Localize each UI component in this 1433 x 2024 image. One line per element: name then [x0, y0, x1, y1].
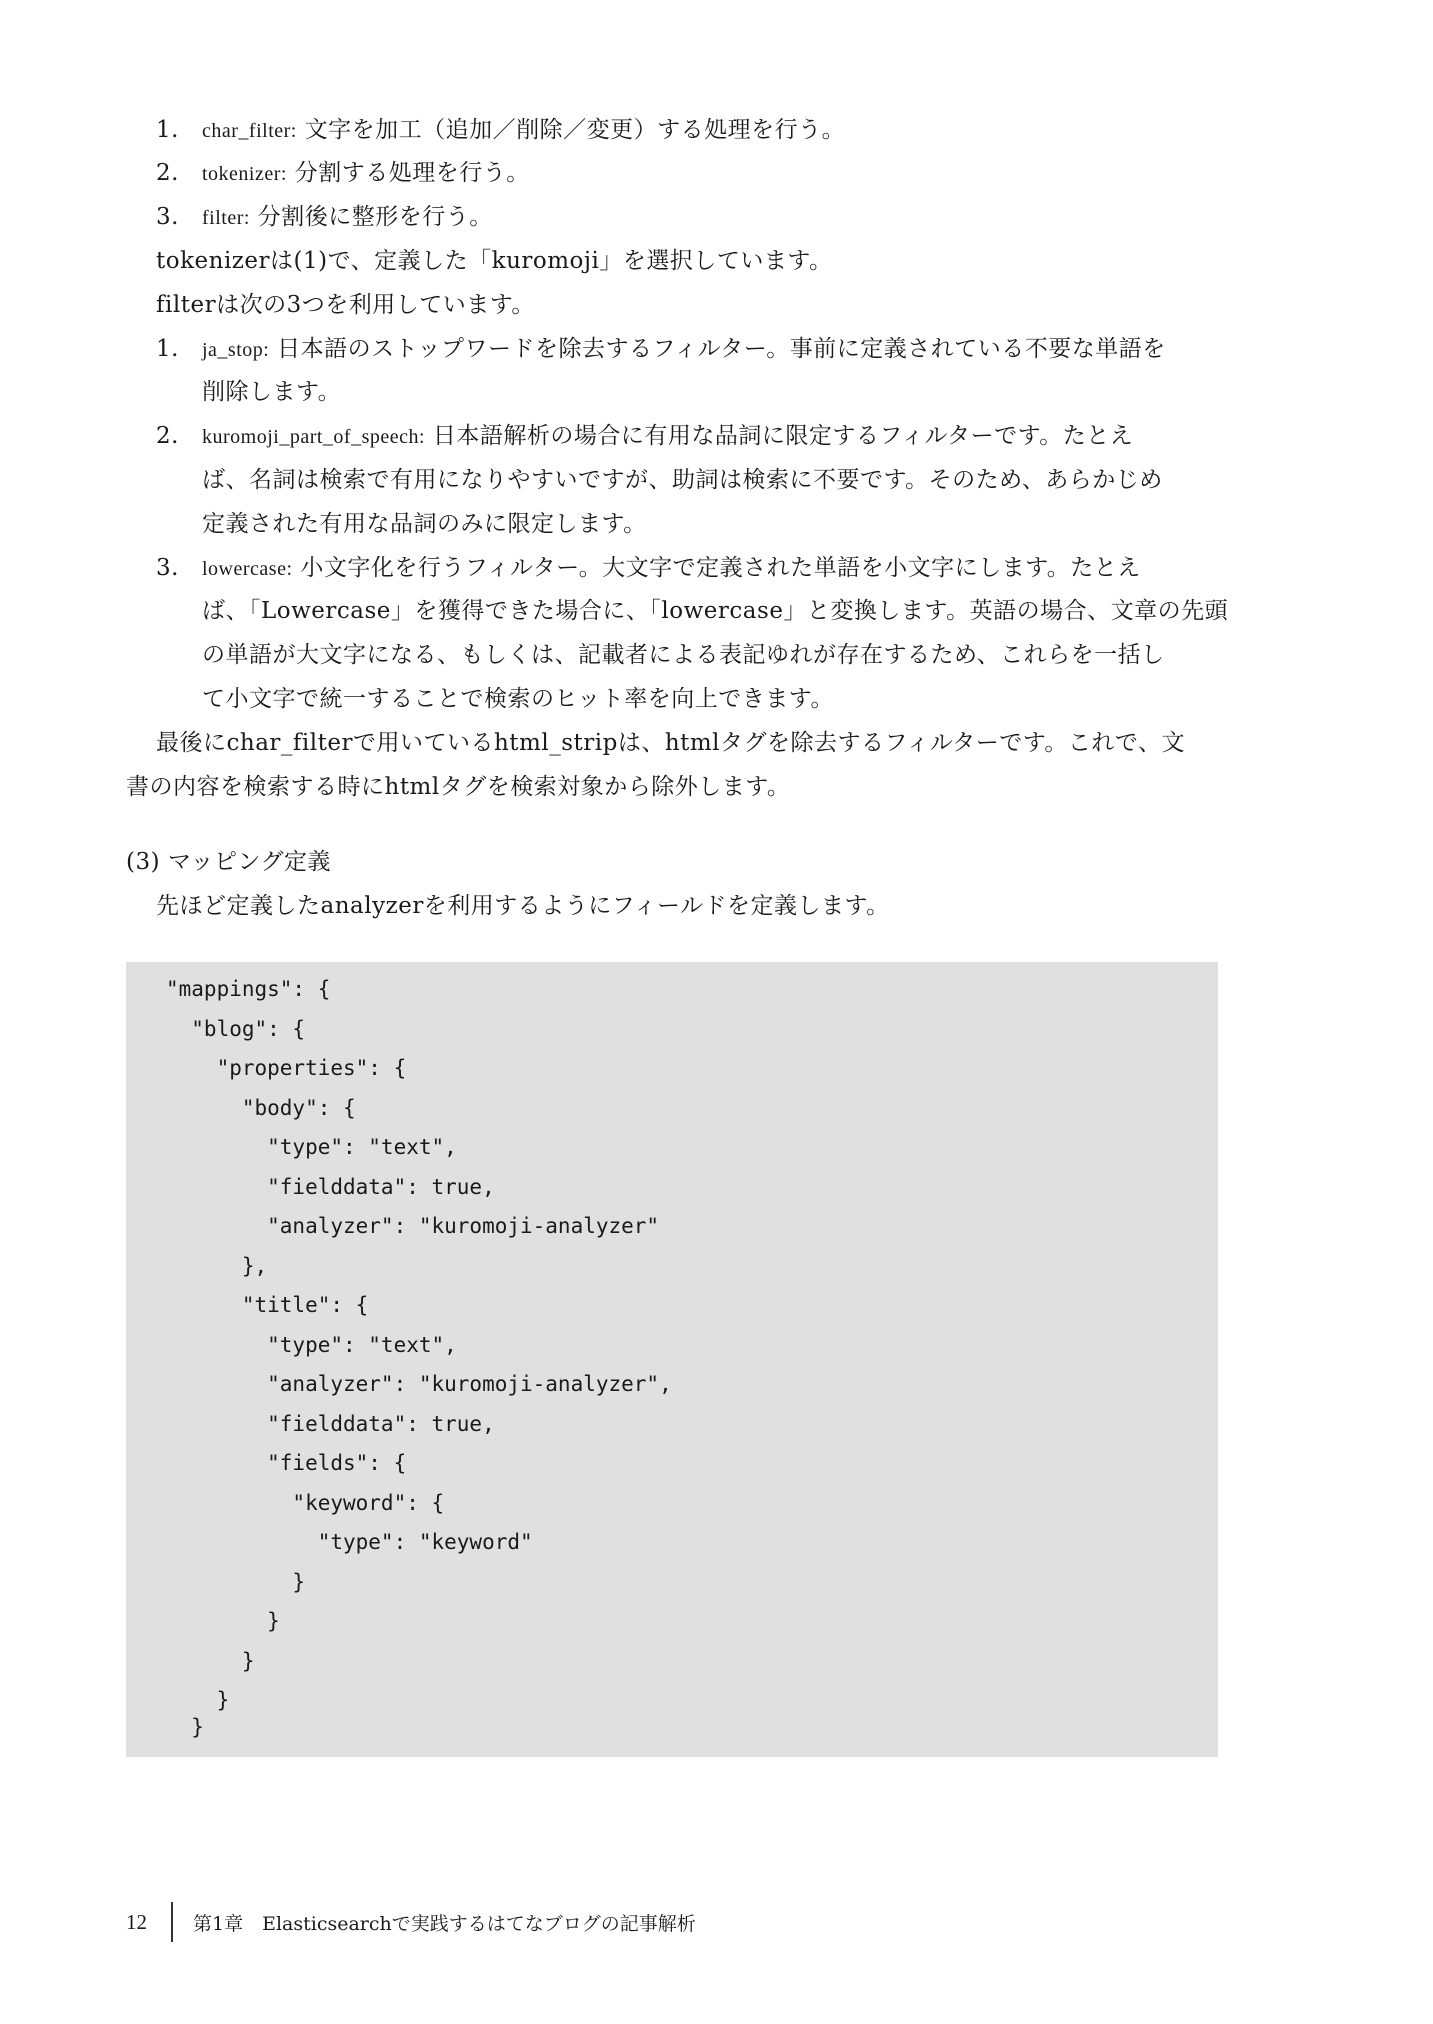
- code-line: "analyzer": "kuromoji-analyzer",: [166, 1372, 672, 1396]
- section-heading: (3) マッピング定義: [126, 849, 332, 875]
- chapter-title: 第1章 Elasticsearchで実践するはてなブログの記事解析: [193, 1912, 696, 1935]
- filter-item-2-cont: 定義された有用な品詞のみに限定します。: [202, 511, 647, 537]
- paragraph-final-cont: 書の内容を検索する時にhtmlタグを検索対象から除外します。: [126, 774, 791, 800]
- filter-step-2: [156, 153, 530, 194]
- list-term: filter:: [202, 207, 250, 229]
- code-line: "fielddata": true,: [166, 1412, 495, 1436]
- list-term: lowercase:: [202, 558, 293, 580]
- code-line: }: [166, 1649, 255, 1673]
- code-line: "mappings": {: [166, 977, 331, 1001]
- code-line: }: [166, 1715, 204, 1739]
- list-term: ja_stop:: [202, 339, 270, 361]
- paragraph-tokenizer: tokenizerは(1)で、定義した「kuromoji」を選択しています。: [156, 248, 833, 274]
- filter-step-1: [156, 110, 845, 151]
- code-line: "type": "text",: [166, 1333, 457, 1357]
- list-number: 3.: [156, 204, 179, 230]
- page-number: 12: [126, 1909, 147, 1934]
- code-line: "analyzer": "kuromoji-analyzer": [166, 1214, 660, 1238]
- page-footer: [126, 1900, 696, 1944]
- code-line: "fields": {: [166, 1451, 407, 1475]
- code-line: "keyword": {: [166, 1491, 445, 1515]
- code-line: "title": {: [166, 1293, 369, 1317]
- filter-item-2-cont: ば、名詞は検索で有用になりやすいですが、助詞は検索に不要です。そのため、あらかじめ: [202, 467, 1163, 493]
- list-text: 分割する処理を行う。: [294, 160, 530, 186]
- section-intro: 先ほど定義したanalyzerを利用するようにフィールドを定義します。: [156, 893, 890, 919]
- filter-item-3-cont: ば、「Lowercase」を獲得できた場合に、「lowercase」と変換します。英語の場合、文章の先頭: [202, 598, 1229, 624]
- code-block: [126, 962, 1218, 1757]
- filter-item-1-cont: 削除します。: [202, 379, 342, 405]
- paragraph-final: 最後にchar_filterで用いているhtml_stripは、htmlタグを除去するフィルターです。これで、文: [156, 730, 1185, 756]
- list-number: 1.: [156, 117, 179, 143]
- list-number: 1.: [156, 336, 179, 362]
- code-line: }: [166, 1609, 280, 1633]
- filter-item-1: [156, 329, 1166, 370]
- list-text: 小文字化を行うフィルター。大文字で定義された単語を小文字にします。たとえ: [300, 555, 1141, 581]
- filter-item-3-cont: て小文字で統一することで検索のヒット率を向上できます。: [202, 686, 834, 712]
- filter-step-3: [156, 197, 493, 238]
- footer-divider: [171, 1902, 173, 1942]
- list-term: kuromoji_part_of_speech:: [202, 426, 426, 448]
- filter-item-2: [156, 416, 1133, 457]
- list-text: 日本語解析の場合に有用な品詞に限定するフィルターです。たとえ: [432, 423, 1134, 449]
- list-number: 3.: [156, 555, 179, 581]
- list-number: 2.: [156, 423, 179, 449]
- paragraph-filter-intro: filterは次の3つを利用しています。: [156, 292, 535, 318]
- list-term: char_filter:: [202, 120, 297, 142]
- list-number: 2.: [156, 160, 179, 186]
- code-line: "body": {: [166, 1096, 356, 1120]
- code-line: },: [166, 1254, 268, 1278]
- code-line: "type": "keyword": [166, 1530, 533, 1554]
- code-line: "fielddata": true,: [166, 1175, 495, 1199]
- list-text: 日本語のストップワードを除去するフィルター。事前に定義されている不要な単語を: [277, 336, 1166, 362]
- code-line: "properties": {: [166, 1056, 407, 1080]
- list-text: 文字を加工（追加／削除／変更）する処理を行う。: [304, 117, 846, 143]
- filter-item-3: [156, 548, 1141, 589]
- list-text: 分割後に整形を行う。: [257, 204, 493, 230]
- code-line: "type": "text",: [166, 1135, 457, 1159]
- code-line: }: [166, 1570, 306, 1594]
- code-line: "blog": {: [166, 1017, 306, 1041]
- code-line: }: [166, 1688, 230, 1712]
- filter-item-3-cont: の単語が大文字になる、もしくは、記載者による表記ゆれが存在するため、これらを一括し: [202, 642, 1165, 668]
- list-term: tokenizer:: [202, 163, 287, 185]
